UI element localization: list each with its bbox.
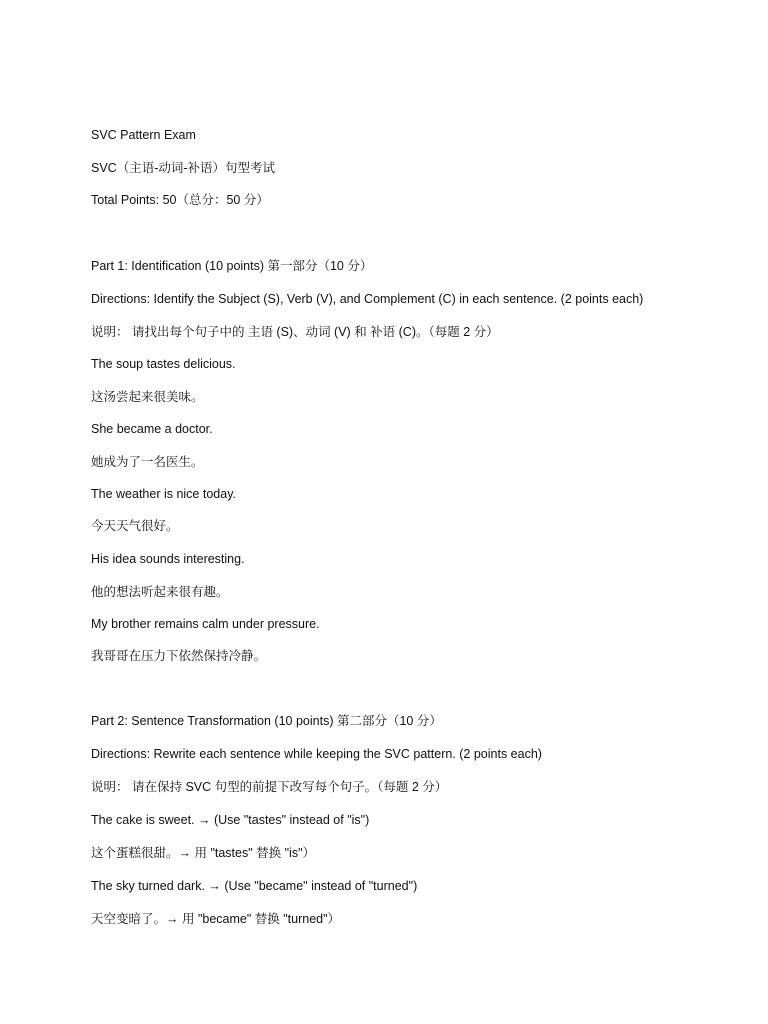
- part2-directions-cn: 说明： 请在保持 SVC 句型的前提下改写每个句子。（每题 2 分）: [91, 780, 448, 794]
- part1-item-1-cn: 这汤尝起来很美味。: [91, 390, 204, 404]
- part1-item-4-cn: 他的想法听起来很有趣。: [91, 585, 229, 599]
- part1-directions-en: Directions: Identify the Subject (S), Verb (V), and Complement (C) in each sentence. (2 points each): [91, 292, 644, 306]
- part2-item-2-cn: 天空变暗了。→ 用 "became" 替换 "turned"）: [91, 912, 341, 926]
- part1-item-3-en: The weather is nice today.: [91, 487, 236, 501]
- part2-directions-en: Directions: Rewrite each sentence while keeping the SVC pattern. (2 points each): [91, 747, 542, 761]
- total-points: Total Points: 50（总分：50 分）: [91, 193, 269, 207]
- part2-heading: Part 2: Sentence Transformation (10 points) 第二部分（10 分）: [91, 714, 442, 728]
- part1-directions-cn: 说明： 请找出每个句子中的 主语 (S)、动词 (V) 和 补语 (C)。（每题 2 分）: [91, 325, 499, 339]
- part1-heading: Part 1: Identification (10 points) 第一部分（10 分）: [91, 259, 373, 273]
- part1-item-5-en: My brother remains calm under pressure.: [91, 617, 320, 631]
- exam-title: SVC Pattern Exam: [91, 128, 196, 142]
- part1-item-2-cn: 她成为了一名医生。: [91, 455, 204, 469]
- part2-item-1-en: The cake is sweet. → (Use "tastes" instead of "is"): [91, 813, 370, 827]
- part1-item-4-en: His idea sounds interesting.: [91, 552, 245, 566]
- part1-item-5-cn: 我哥哥在压力下依然保持冷静。: [91, 649, 267, 663]
- part1-item-1-en: The soup tastes delicious.: [91, 357, 236, 371]
- part1-item-3-cn: 今天天气很好。: [91, 519, 179, 533]
- part2-item-2-en: The sky turned dark. → (Use "became" instead of "turned"): [91, 879, 418, 893]
- part2-item-1-cn: 这个蛋糕很甜。→ 用 "tastes" 替换 "is"）: [91, 846, 316, 860]
- part1-item-2-en: She became a doctor.: [91, 422, 213, 436]
- exam-title-chinese: SVC（主语-动词-补语）句型考试: [91, 161, 276, 175]
